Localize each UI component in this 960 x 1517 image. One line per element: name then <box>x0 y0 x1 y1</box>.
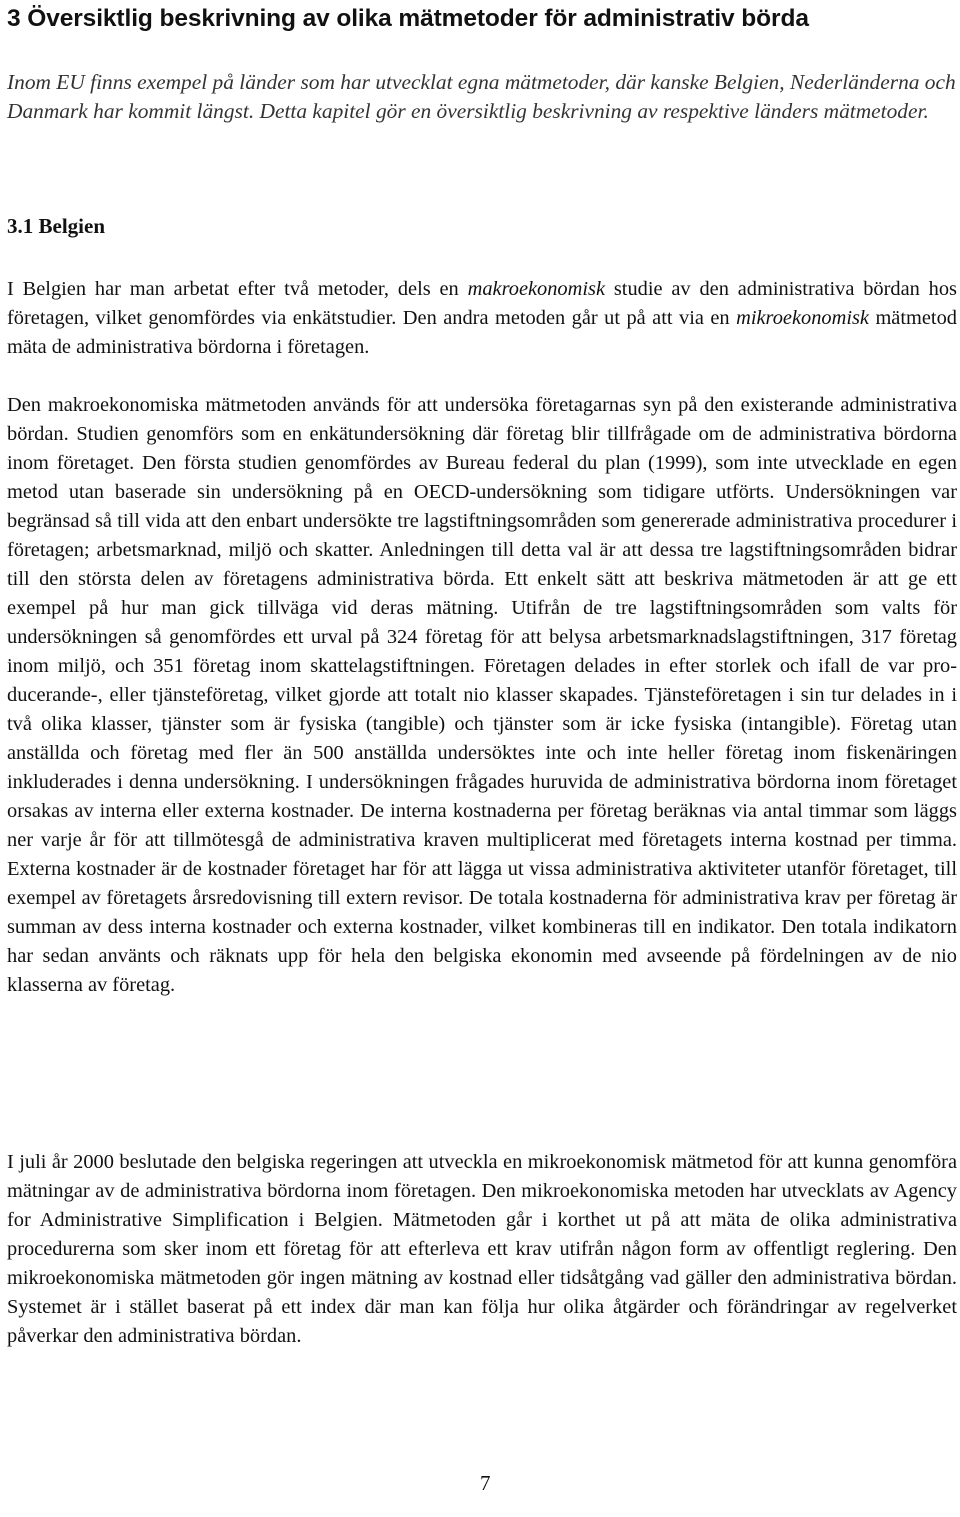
paragraph-methods <box>7 275 957 362</box>
emphasis-term: makroekonomisk <box>467 278 606 300</box>
emphasis-term: mikroekonomisk <box>736 307 869 329</box>
chapter-heading: 3 Översiktlig beskrivning av olika mätmetoder för administrativ börda <box>7 5 809 32</box>
paragraph-text: I Belgien har man arbetat efter två metoder, dels en <box>7 278 468 300</box>
paragraph-text: studie av den administrativa bördan hos företagen, vilket genomfördes via enkätstudier. Den andra metoden går ut på att via en <box>7 278 957 329</box>
section-heading: 3.1 Belgien <box>7 214 105 238</box>
chapter-intro: Inom EU finns exempel på länder som har utvecklat egna mätmetoder, där kanske Belgien, Nederländerna och Danmark har kommit längst. Detta kapitel gör en översiktlig beskrivning av respektive länders mätmetoder. <box>7 70 956 123</box>
paragraph-text: mätmetod mäta de administrativa bördorna i företagen. <box>7 307 957 358</box>
paragraph-macro-method: Den makroekonomiska mätmetoden används för att undersöka företagarnas syn på den existerande administrativa bördan. Studien genomförs som en enkätundersökning där företag blir tillfrågade om de administrativa bördorna inom företaget. Den första studien genomfördes av Bureau federal du plan (1999), som inte utvecklade en egen metod utan baserade sin undersökning på en OECD-undersökning som tidigare utförts. Undersökningen var begränsad så till vida att den enbart undersökte tre lagstiftningsområden som genererade administrativa procedurer i företagen; arbetsmarknad, miljö och skatter. Anledningen till detta val är att dessa tre lagstiftningsområden bidrar till den största delen av företagens administrativa börda. Ett enkelt sätt att beskriva mätmetoden är att ge ett exempel på hur man gick tillväga vid deras mätning. Utifrån de tre lagstiftningsområden som valts för undersökningen så genomfördes ett urval på 324 företag för att belysa arbetsmarknadslagstiftningen, 317 företag inom miljö, och 351 företag inom skattelagstiftningen. Företagen delades in efter storlek och ifall de var producerande-, eller tjänsteföretag, vilket gjorde att totalt nio klasser skapades. Tjänsteföretagen i sin tur delades in i två olika klasser, tjänster som är fysiska (tangible) och tjänster som är icke fysiska (intangible). Företag utan anställda och företag med fler än 500 anställda undersöktes inte och inte heller företag inom fiskenäringen inkluderades i denna undersökning. I undersökningen frågades huruvida de administrativa bördorna inom företaget orsakas av interna eller externa kostnader. De interna kostnaderna per företag beräknas via antal timmar som läggs ner varje år för att tillmötesgå de administrativa kraven multiplicerat med företagets interna kostnad per timma. Externa kostnader är de kostnader företaget har för att lägga ut vissa administrativa aktiviteter utanför företaget, till exempel av företagets årsredovisning till extern revisor. De totala kostnaderna för administrativa krav per företag är summan av dess interna kostnader och externa kostnader, vilket kombineras till en indikator. Den totala indikatorn har sedan använts och räknats upp för hela den belgiska ekonomin med avseende på fördelningen av de nio klasserna av företag. <box>7 394 957 996</box>
page-number: 7 <box>480 1471 491 1495</box>
paragraph-micro-method: I juli år 2000 beslutade den belgiska regeringen att utveckla en mikroekonomisk mätmetod för att kunna genomföra mätningar av de administrativa bördorna inom företagen. Den mikroekonomiska metoden har utvecklats av Agency for Administrative Simplification i Belgien. Mätmetoden går i korthet ut på att mäta de olika administrativa procedurerna som sker inom ett företag för att efterleva ett krav utifrån någon form av offentligt reglering. Den mikroekonomiska mätmetoden gör ingen mätning av kostnad eller tidsåtgång vad gäller den administrativa bördan. Systemet är i stället baserat på ett index där man kan följa hur olika åtgärder och förändringar av regelverket påverkar den administrativa bördan. <box>7 1151 957 1347</box>
